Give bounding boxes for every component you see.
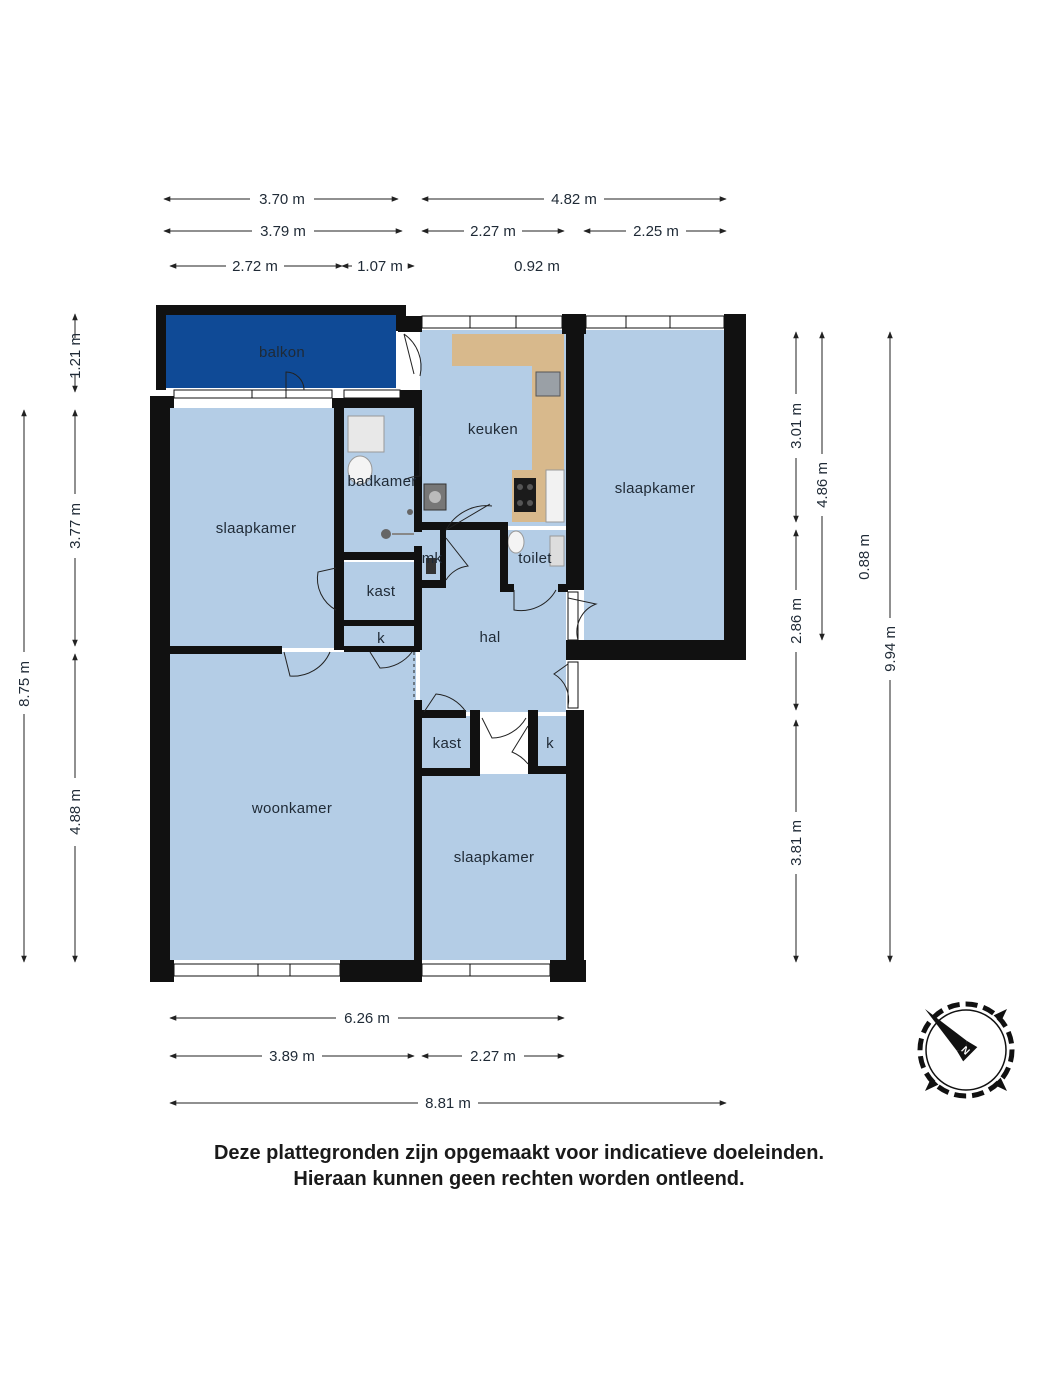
label-woonkamer: woonkamer xyxy=(251,800,333,817)
dim-right-total: 9.94 m xyxy=(882,626,899,672)
label-slaapkamer-ne: slaapkamer xyxy=(614,480,696,497)
label-keuken: keuken xyxy=(467,421,519,438)
dim-right-hal: 2.86 m xyxy=(788,598,805,644)
dim-top-row3-right: 0.92 m xyxy=(514,258,560,275)
dim-right-slaapkamer-s: 3.81 m xyxy=(788,820,805,866)
dim-top-row2-mid: 2.27 m xyxy=(470,223,516,240)
label-mk: mk xyxy=(421,550,443,567)
label-kast-s: kast xyxy=(432,735,462,752)
dim-right-slaapkamer-ne: 4.86 m xyxy=(814,462,831,508)
disclaimer xyxy=(0,1140,1038,1192)
dim-bottom-total: 8.81 m xyxy=(425,1095,471,1112)
shower-icon xyxy=(381,529,391,539)
bathtub-icon xyxy=(348,416,384,452)
slaapkamer-s-area xyxy=(422,774,566,960)
label-slaapkamer-s: slaapkamer xyxy=(453,849,535,866)
label-hal: hal xyxy=(479,629,501,646)
sink-icon xyxy=(536,372,560,396)
dim-top-row1-right: 4.82 m xyxy=(551,191,597,208)
dim-top-row2-left: 3.79 m xyxy=(260,223,306,240)
fridge-icon xyxy=(546,470,564,522)
label-toilet: toilet xyxy=(518,550,552,567)
label-slaapkamer-nw: slaapkamer xyxy=(215,520,297,537)
stove-icon xyxy=(514,478,536,512)
dim-right-small: 0.88 m xyxy=(856,534,873,580)
label-badkamer: badkamer xyxy=(347,473,417,490)
dim-left-slaapkamer: 3.77 m xyxy=(67,503,84,549)
dim-left-total: 8.75 m xyxy=(16,661,33,707)
dim-top-row3-mid: 1.07 m xyxy=(357,258,403,275)
compass-north-label: N xyxy=(958,1044,972,1058)
dim-left-balkon: 1.21 m xyxy=(67,333,84,379)
label-balkon: balkon xyxy=(258,344,306,361)
dim-top-row1-left: 3.70 m xyxy=(259,191,305,208)
compass-icon xyxy=(884,968,1038,1132)
disclaimer-line2: Hieraan kunnen geen rechten worden ontleend. xyxy=(293,1168,745,1190)
room-fills xyxy=(164,314,726,960)
label-kast-w: kast xyxy=(366,583,396,600)
label-k-w: k xyxy=(377,630,385,647)
disclaimer-line1: Deze plattegronden zijn opgemaakt voor indicatieve doeleinden. xyxy=(213,1142,825,1164)
toilet-tank-icon xyxy=(550,536,564,566)
dim-bottom-row2-left: 3.89 m xyxy=(269,1048,315,1065)
dim-bottom-row2-right: 2.27 m xyxy=(470,1048,516,1065)
label-k-s: k xyxy=(546,735,554,752)
dim-top-row2-right: 2.25 m xyxy=(633,223,679,240)
dim-right-keuken: 3.01 m xyxy=(788,403,805,449)
dim-top-row3-left: 2.72 m xyxy=(232,258,278,275)
dim-bottom-row1: 6.26 m xyxy=(344,1010,390,1027)
dim-left-woonkamer: 4.88 m xyxy=(67,789,84,835)
